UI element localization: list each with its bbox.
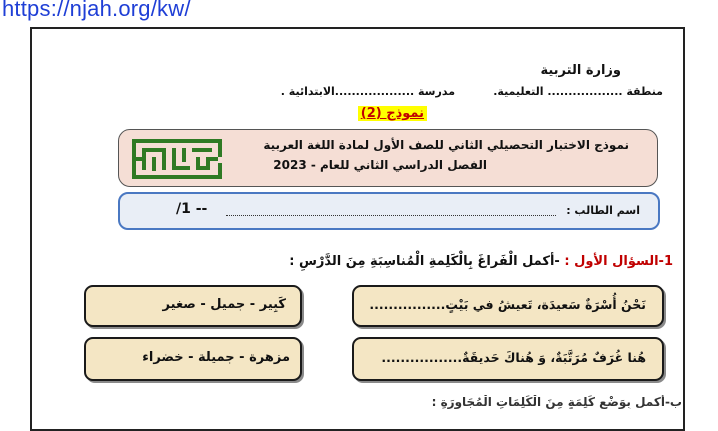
student-name-line[interactable] xyxy=(226,215,556,216)
ministry-label: وزارة التربية xyxy=(540,63,621,78)
student-name-box xyxy=(118,192,660,230)
word-options-box xyxy=(84,285,302,327)
question-1-heading xyxy=(289,254,673,269)
question-1-text: -أكمل الْفَراغَ بِالْكَلِمةِ الْمُناسِبَةِ مِنَ الدَّرْسِ : xyxy=(289,254,560,269)
question-1-number: 1-السؤال الأول : xyxy=(564,254,673,269)
region-field: منطقة .................. التعليمية. xyxy=(493,85,663,98)
word-options-box xyxy=(84,337,302,381)
next-question-partial: ب-أكمل بِوَضْعِ كَلِمَةٍ مِنَ الْكَلِمَاتِ الْمُجَاوِرَةِ : xyxy=(431,395,682,409)
exam-title-box xyxy=(118,129,658,187)
sentence-text: نَحْنُ أُسْرَةٌ سَعيدَة، تَعيشُ في بَيْتٍ................ xyxy=(369,297,646,312)
school-field: مدرسة ...................الابتدائية . xyxy=(280,85,455,98)
word-options-text: كَبِير - جميل - صغير xyxy=(162,297,286,312)
sentence-box xyxy=(352,337,664,381)
sentence-text: هُنا غُرَفٌ مُرَتَّبَةٌ، وَ هُناكَ حَديقَةٌ................. xyxy=(381,350,646,365)
student-name-label: اسم الطالب : xyxy=(566,204,640,217)
exam-term: الفصل الدراسي الثاني للعام - 2023 xyxy=(273,158,487,172)
sentence-box xyxy=(352,285,664,327)
model-number: نموذج (2) xyxy=(358,106,427,121)
score-field: /1 -- xyxy=(176,201,208,217)
exam-title: نموذج الاختبار التحصيلي الثاني للصف الأول لمادة اللغة العربية xyxy=(263,138,629,152)
kufic-logo xyxy=(130,137,224,181)
exam-sheet xyxy=(30,27,685,431)
word-options-text: مزهرة - جميلة - خضراء xyxy=(142,350,290,365)
source-url[interactable]: https://njah.org/kw/ xyxy=(2,0,191,21)
